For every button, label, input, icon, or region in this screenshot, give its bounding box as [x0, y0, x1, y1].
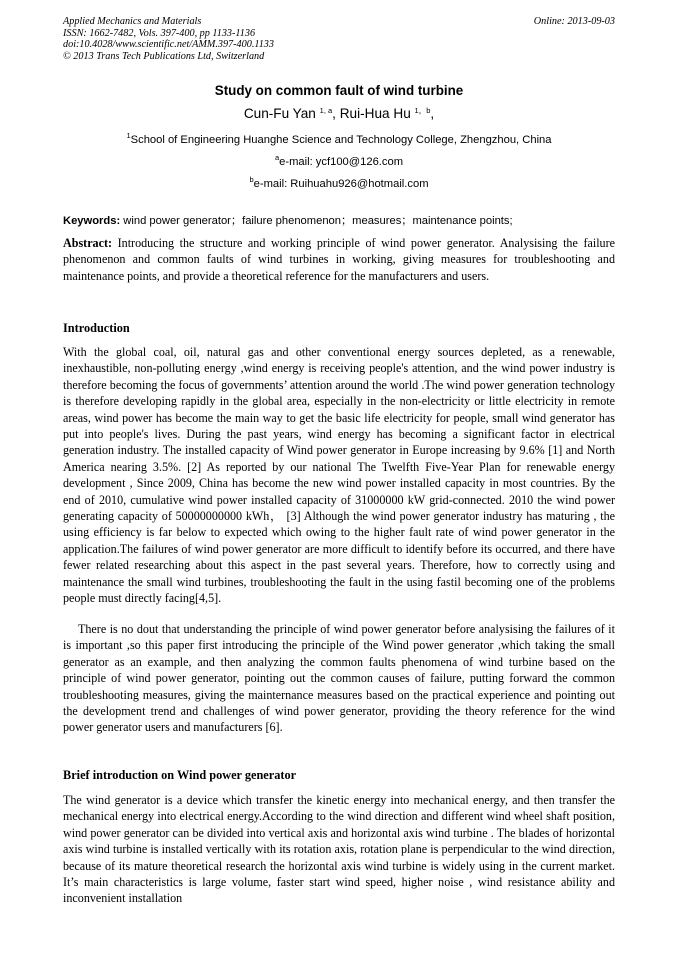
email-a-marker: a [274, 153, 280, 162]
copyright-line: © 2013 Trans Tech Publications Ltd, Switzerland [63, 50, 265, 62]
author-line [0, 106, 678, 121]
brief-introduction-paragraph-1: The wind generator is a device which transfer the kinetic energy into mechanical energy, and then transfer the mechanical energy into electrical energy.According to the wind direction and different wind wheel shaft position, wind power generator can be divided into vertical axis and horizontal axis wind turbine . The blades of horizontal axis wind turbine is installed vertically with its rotation axis, rotation plane is perpendicular to the wind direction, because of its mature theoretical research the horizontal axis wind turbine is widely using in the current market. It’s main characteristics is large volume, faster start wind speed, higher noise , wind resistance ability and inconvenient installation [63, 793, 615, 906]
affiliation-text: School of Engineering Huanghe Science and Technology College, Zhengzhou, China [130, 134, 552, 146]
email-b-marker: b [249, 175, 254, 184]
email-b [0, 175, 678, 190]
keywords-text: wind power generator；failure phenomenon；measures；maintenance points; [120, 215, 513, 227]
email-a-text: e-mail: ycf100@126.com [279, 156, 404, 168]
author-2-affil-marker: 1，b [414, 106, 431, 115]
introduction-paragraph-2: There is no dout that understanding the principle of wind power generator before analysising the failures of it is important ,so this paper first introducing the principle of the Wind power generator ,which taking the small generator as an example, and then analyzing the common faults phenomena of wind turbine based on the principle of wind power generator, pointing out the common causes of failure, putting forward the common troubleshooting measures, giving the mainternance measures based on the practical experience and pointing out the development trend and challenges of wind power generator, providing the theory reference for the wind power generator users and manufacturers [6]. [63, 622, 615, 735]
issn-line: ISSN: 1662-7482, Vols. 397-400, pp 1133-1136 [63, 27, 256, 39]
doi-line: doi:10.4028/www.scientific.net/AMM.397-400.1133 [63, 39, 274, 51]
affiliation [0, 131, 678, 146]
author-2: Rui-Hua Hu [339, 106, 411, 121]
section-heading-brief-introduction: Brief introduction on Wind power generator [63, 768, 297, 782]
affiliation-marker: 1 [126, 131, 131, 140]
abstract-label: Abstract: [63, 236, 113, 250]
journal-name: Applied Mechanics and Materials [63, 16, 202, 27]
keywords [63, 212, 615, 228]
introduction-paragraph-1: With the global coal, oil, natural gas and other conventional energy sources depleted, as a renewable, inexhaustible, non-polluting energy ,wind energy is receiving people's attention, and the wind power industry is therefore becoming the focus of governments’ attention around the world .The wind power generation technology is therefore developing rapidly in the global area, especially in the non-electricity or little electricity in remote areas, wind power has become the main way to get the basic life electricity for people, small wind generator has put into people's lives. During the past years, wind energy has becoming a significant factor in electrical generation industry. The installed capacity of Wind power generator in Europe increasing by 9.6% [1] and North America nearing 3.5%. [2] As reported by our national The Twelfth Five-Year Plan for renewable energy development , Since 2009, China has become the new wind power installed capacity in most countries. By the end of 2010, cumulative wind power installed capacity of 31000000 kW grid-connected. 2010 the wind power generating capacity of 50000000000 kWh， [3] Although the wind power generator industry has maturing , the using efficiency is far below to expected which owing to the higher fault rate of wind power generator in the application.The failures of wind power generator are more difficult to identify before its occurred, and there have fewer related researching about this aspect in the past several years. Therefore, how to correctly using and maintenance the small wind turbines, troubleshooting the fault in the using fastil becoming one of the problems people must directly facing[4,5]. [63, 345, 615, 606]
paper-title: Study on common fault of wind turbine [214, 83, 464, 98]
email-a [0, 153, 678, 168]
abstract [63, 235, 615, 284]
abstract-text: Introducing the structure and working principle of wind power generator. Analysising the failure phenomenon and common faults of wind turbines in working, giving measures for troubleshooting and maintenance points, and provide a theoretical reference for the manufacturers and users. [63, 236, 615, 283]
section-heading-introduction: Introduction [63, 321, 130, 335]
online-date: Online: 2013-09-03 [533, 16, 615, 27]
author-1: Cun-Fu Yan [243, 106, 316, 121]
email-b-text: e-mail: Ruihuahu926@hotmail.com [253, 178, 429, 190]
journal-header [63, 16, 615, 62]
author-trailing: , [430, 106, 435, 121]
author-separator: , [332, 106, 340, 121]
author-1-affil-marker: 1, a [319, 106, 333, 115]
keywords-label: Keywords: [63, 215, 121, 227]
